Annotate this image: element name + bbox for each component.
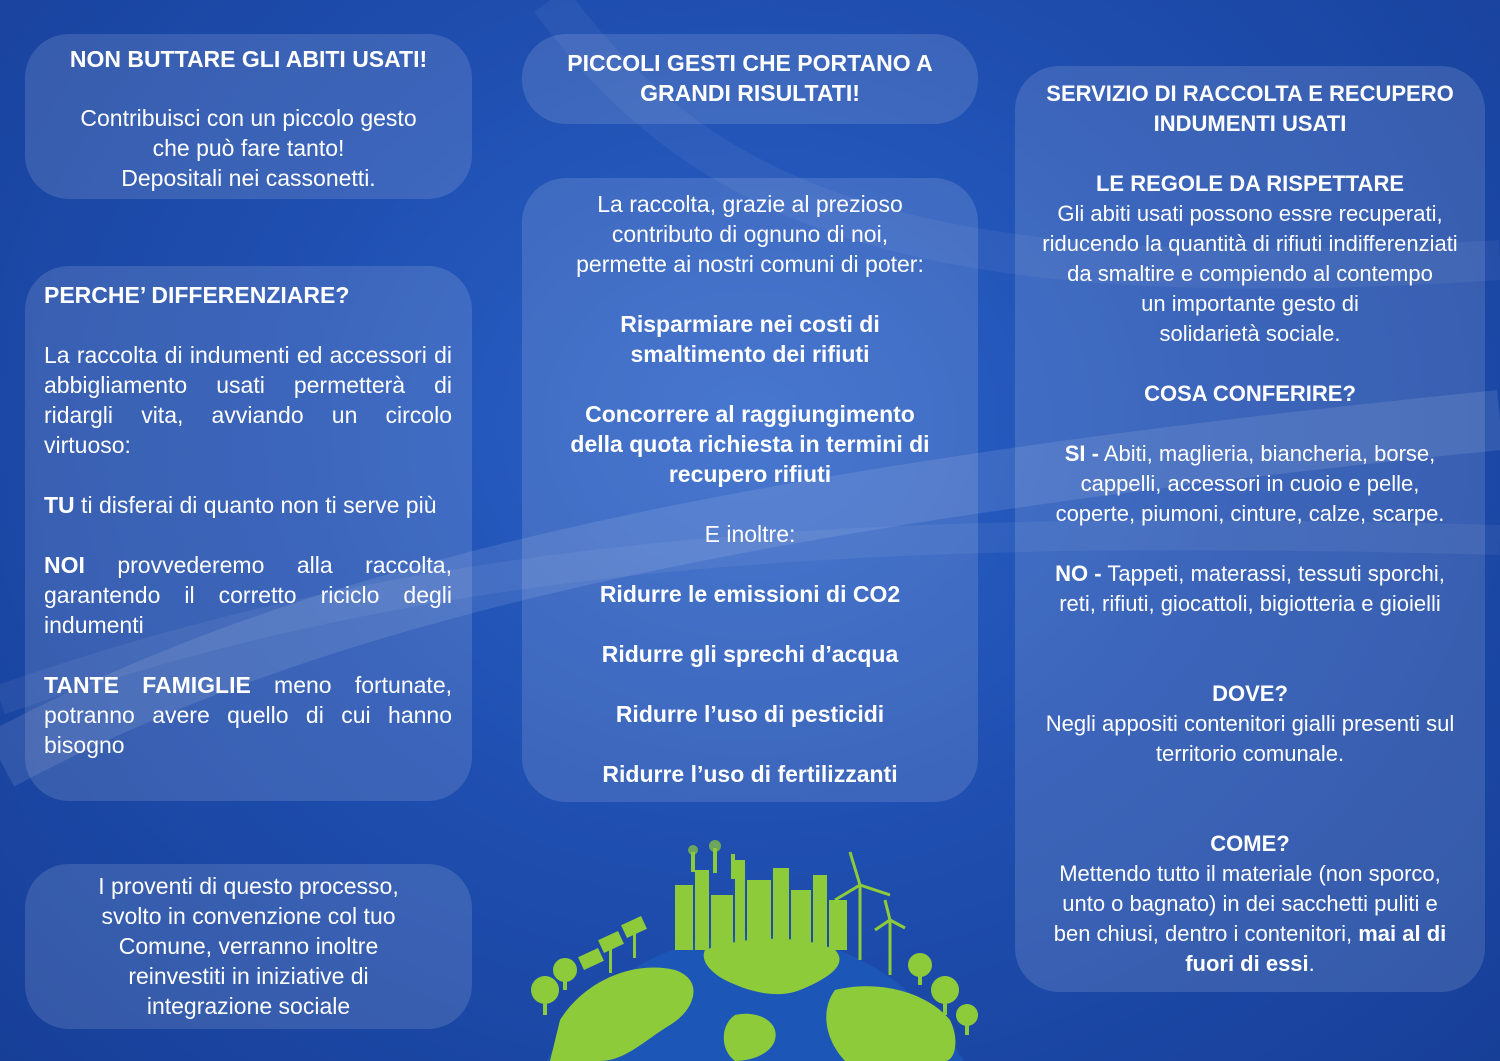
panel-title-line: PICCOLI GESTI CHE PORTANO A <box>567 50 933 76</box>
extra-benefit: Ridurre l’uso di pesticidi <box>615 701 885 727</box>
section-title-cosa: COSA CONFERIRE? <box>1144 381 1356 406</box>
come-line <box>1015 949 1485 979</box>
panel-title-line: SERVIZIO DI RACCOLTA E RECUPERO <box>1046 81 1454 106</box>
extra-benefit: Ridurre l’uso di fertilizzanti <box>602 761 898 787</box>
body-line: reinvestiti in iniziative di <box>128 963 369 989</box>
point-text: meno fortunate, potranno avere quello di cui hanno bisogno <box>44 672 453 758</box>
come-bold: mai al di <box>1352 921 1447 946</box>
point-famiglie <box>44 670 452 760</box>
regole-line: Gli abiti usati possono essre recuperati, <box>1057 201 1443 226</box>
come-bold: fuori di essi <box>1185 951 1309 976</box>
inoltre-label: E inoltre: <box>704 521 796 547</box>
panel-piccoli-gesti <box>522 34 978 124</box>
body-line: Comune, verranno inoltre <box>118 933 379 959</box>
si-text: Abiti, maglieria, biancheria, borse, <box>1098 441 1436 466</box>
dove-line: Negli appositi contenitori gialli presenti sul <box>1045 711 1455 736</box>
body-line: integrazione sociale <box>146 993 351 1019</box>
benefit-line: della quota richiesta in termini di <box>570 431 930 457</box>
no-line <box>1015 559 1485 589</box>
section-title-come: COME? <box>1210 831 1290 856</box>
city-skyline-icon <box>675 840 847 950</box>
panel-perche-differenziare <box>25 266 472 801</box>
benefit-line: smaltimento dei rifiuti <box>630 341 870 367</box>
panel-title-line: INDUMENTI USATI <box>1153 111 1347 136</box>
section-title-dove: DOVE? <box>1212 681 1288 706</box>
benefit-line: recupero rifiuti <box>668 461 832 487</box>
si-line <box>1015 439 1485 469</box>
no-line: reti, rifiuti, giocattoli, bigiotteria e gioielli <box>1059 591 1441 616</box>
regole-line: riducendo la quantità di rifiuti indifferenziati <box>1042 231 1458 256</box>
section-title-regole: LE REGOLE DA RISPETTARE <box>1095 171 1405 196</box>
si-line: coperte, piumoni, cinture, calze, scarpe. <box>1055 501 1445 526</box>
point-noi <box>44 550 452 640</box>
benefit-line: Concorrere al raggiungimento <box>585 401 915 427</box>
panel-title: NON BUTTARE GLI ABITI USATI! <box>69 46 428 72</box>
extra-benefit: Ridurre le emissioni di CO2 <box>599 581 901 607</box>
regole-line: solidarietà sociale. <box>1159 321 1341 346</box>
point-tu <box>44 490 452 520</box>
intro-line: contributo di ognuno di noi, <box>611 221 889 247</box>
point-keyword: TU <box>44 492 75 518</box>
no-label: NO - <box>1055 561 1102 586</box>
come-line: Mettendo tutto il materiale (non sporco, <box>1059 861 1441 886</box>
body-line: I proventi di questo processo, <box>98 873 399 899</box>
no-text: Tappeti, materassi, tessuti sporchi, <box>1101 561 1445 586</box>
intro-paragraph: La raccolta di indumenti ed accessori di abbigliamento usati permetterà di ridargli vita, avviando un circolo virtuoso: <box>44 342 452 458</box>
body-line: che può fare tanto! <box>152 135 345 161</box>
green-earth-illustration <box>505 840 1005 1061</box>
benefit-line: Risparmiare nei costi di <box>620 311 880 337</box>
panel-proventi <box>25 864 472 1029</box>
come-line <box>1015 919 1485 949</box>
point-text: ti disferai di quanto non ti serve più <box>74 492 437 518</box>
body-line: svolto in convenzione col tuo <box>101 903 396 929</box>
solar-panel-icon <box>578 916 647 973</box>
si-line: cappelli, accessori in cuoio e pelle, <box>1080 471 1420 496</box>
body-line: Contribuisci con un piccolo gesto <box>80 105 417 131</box>
body-line: Depositali nei cassonetti. <box>121 165 376 191</box>
panel-raccolta <box>522 178 978 802</box>
come-text: ben chiusi, dentro i contenitori, <box>1053 921 1353 946</box>
panel-servizio <box>1015 66 1485 992</box>
panel-non-buttare <box>25 34 472 199</box>
come-end: . <box>1308 951 1315 976</box>
si-label: SI - <box>1064 441 1099 466</box>
point-keyword: TANTE FAMIGLIE <box>44 672 251 698</box>
dove-line: territorio comunale. <box>1155 741 1345 766</box>
extra-benefit: Ridurre gli sprechi d’acqua <box>601 641 899 667</box>
point-text: provvederemo alla raccolta, garantendo il corretto riciclo degli indumenti <box>44 552 452 638</box>
regole-line: un importante gesto di <box>1141 291 1359 316</box>
point-keyword: NOI <box>44 552 85 578</box>
regole-line: da smaltire e compiendo al contempo <box>1067 261 1433 286</box>
come-line: unto o bagnato) in dei sacchetti puliti e <box>1062 891 1438 916</box>
intro-line: permette ai nostri comuni di poter: <box>576 251 924 277</box>
intro-line: La raccolta, grazie al prezioso <box>597 191 903 217</box>
panel-title-line: GRANDI RISULTATI! <box>640 80 860 106</box>
panel-title: PERCHE’ DIFFERENZIARE? <box>44 282 350 308</box>
